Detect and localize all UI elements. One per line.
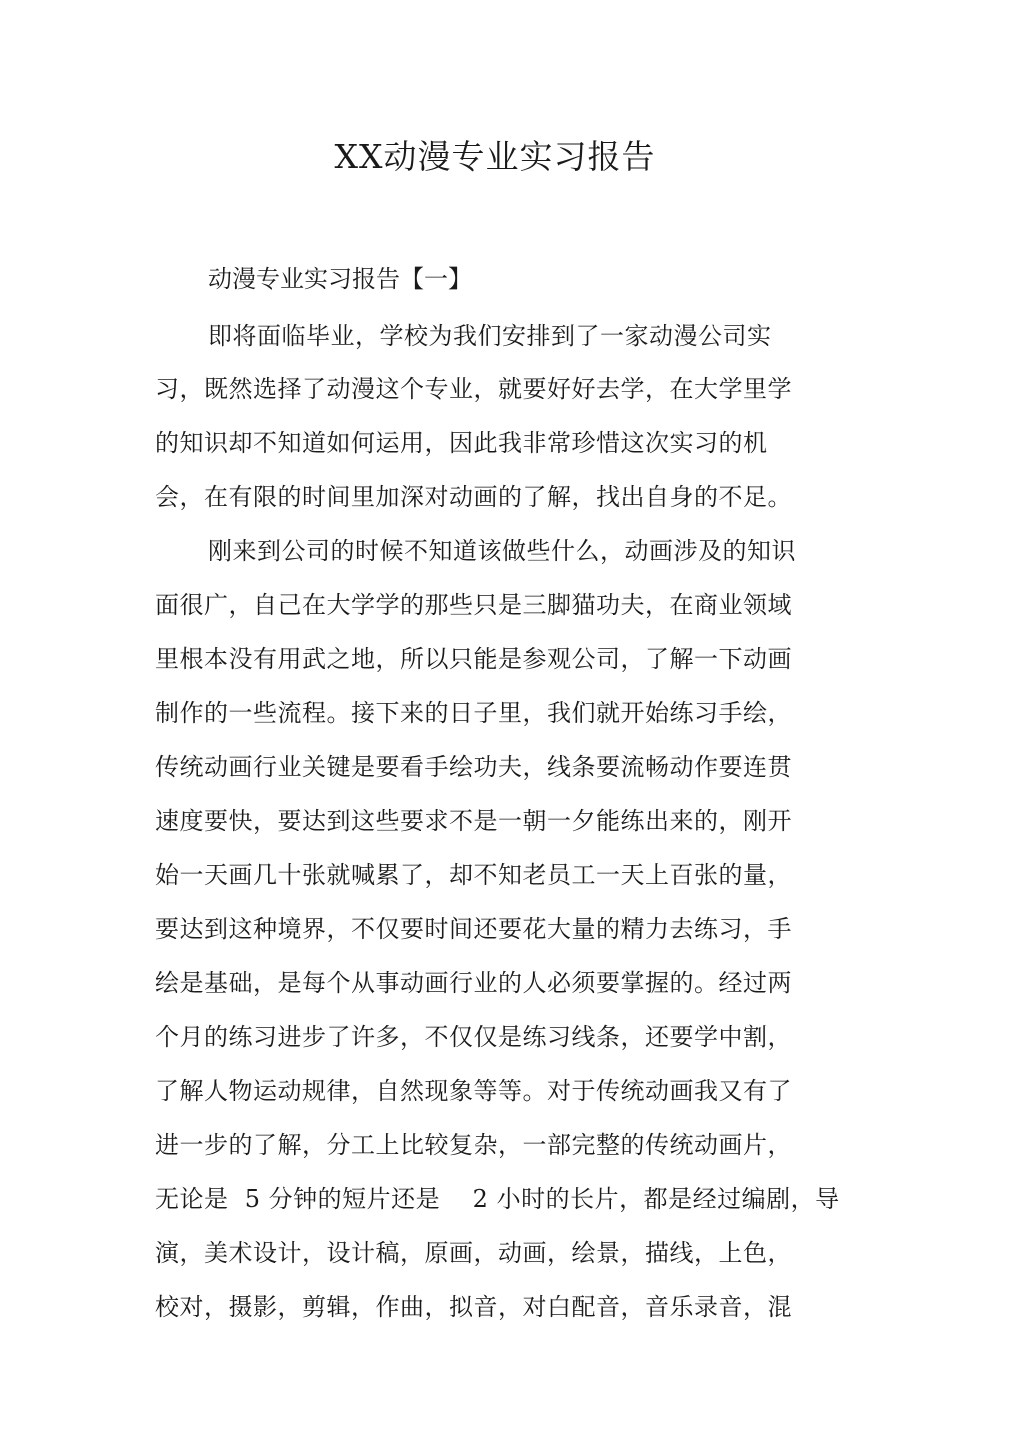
- paragraph-line: 绘是基础，是每个从事动画行业的人必须要掌握的。经过两: [155, 969, 792, 997]
- paragraph-line: 会，在有限的时间里加深对动画的了解，找出自身的不足。: [155, 483, 792, 511]
- paragraph-line: 速度要快，要达到这些要求不是一朝一夕能练出来的，刚开: [155, 807, 792, 835]
- paragraph-line: 的知识却不知道如何运用，因此我非常珍惜这次实习的机: [155, 429, 768, 457]
- paragraph-line: 制作的一些流程。接下来的日子里，我们就开始练习手绘，: [155, 699, 792, 727]
- paragraph-line: 习，既然选择了动漫这个专业，就要好好去学，在大学里学: [155, 375, 792, 403]
- paragraph-line: 里根本没有用武之地，所以只能是参观公司，了解一下动画: [155, 645, 792, 673]
- section-heading: 动漫专业实习报告【一】: [208, 265, 472, 293]
- paragraph-line: 无论是 5 分钟的短片还是 2 小时的长片，都是经过编剧，导: [155, 1185, 840, 1213]
- paragraph-line: 面很广，自己在大学学的那些只是三脚猫功夫，在商业领域: [155, 591, 792, 619]
- paragraph-line: 传统动画行业关键是要看手绘功夫，线条要流畅动作要连贯: [155, 753, 792, 781]
- paragraph-line: 演，美术设计，设计稿，原画，动画，绘景，描线，上色，: [155, 1239, 792, 1267]
- paragraph-line: 始一天画几十张就喊累了，却不知老员工一天上百张的量，: [155, 861, 792, 889]
- document-title: XX动漫专业实习报告: [334, 137, 656, 176]
- paragraph-line: 个月的练习进步了许多，不仅仅是练习线条，还要学中割，: [155, 1023, 792, 1051]
- paragraph-line: 要达到这种境界，不仅要时间还要花大量的精力去练习，手: [155, 915, 792, 943]
- paragraph-line: 即将面临毕业，学校为我们安排到了一家动漫公司实: [208, 322, 772, 350]
- paragraph-line: 刚来到公司的时候不知道该做些什么，动画涉及的知识: [208, 537, 796, 565]
- paragraph-line: 进一步的了解，分工上比较复杂，一部完整的传统动画片，: [155, 1131, 792, 1159]
- paragraph-line: 校对，摄影，剪辑，作曲，拟音，对白配音，音乐录音，混: [155, 1293, 792, 1321]
- paragraph-line: 了解人物运动规律，自然现象等等。对于传统动画我又有了: [155, 1077, 792, 1105]
